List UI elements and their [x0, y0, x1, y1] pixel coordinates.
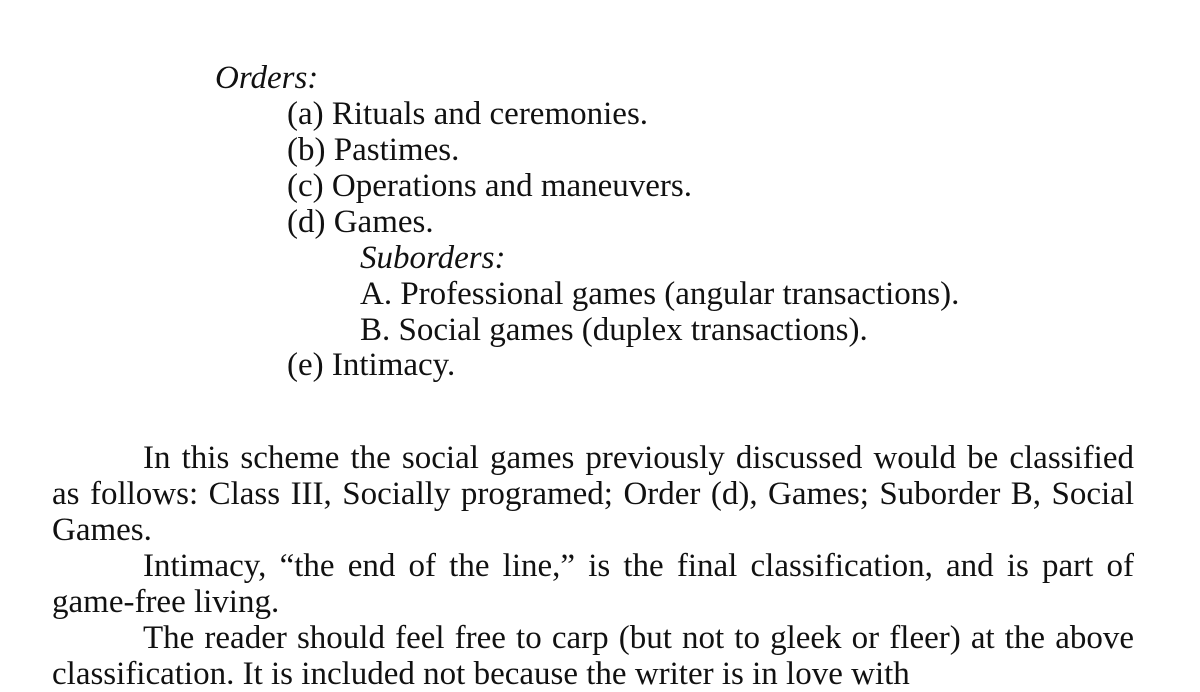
order-item-b: (b) Pastimes. [287, 132, 460, 168]
suborder-item-b: B. Social games (duplex transactions). [360, 312, 868, 348]
order-item-a: (a) Rituals and ceremonies. [287, 96, 649, 132]
order-item-e: (e) Intimacy. [287, 347, 456, 383]
suborders-heading: Suborders: [360, 240, 506, 276]
body-paragraph: In this scheme the social games previously discussed would be classified as follows: Class III, Socially programed; Order (d), Games; Suborder B, Social Games. [52, 440, 1134, 548]
body-paragraph: Intimacy, “the end of the line,” is the final classification, and is part of game-free living. [52, 548, 1134, 620]
body-paragraph: The reader should feel free to carp (but not to gleek or fleer) at the above classification. It is included not because the writer is in love with [52, 620, 1134, 692]
orders-heading: Orders: [215, 60, 319, 96]
order-item-c: (c) Operations and maneuvers. [287, 168, 693, 204]
order-item-d: (d) Games. [287, 204, 434, 240]
suborder-item-a: A. Professional games (angular transactions). [360, 276, 960, 312]
